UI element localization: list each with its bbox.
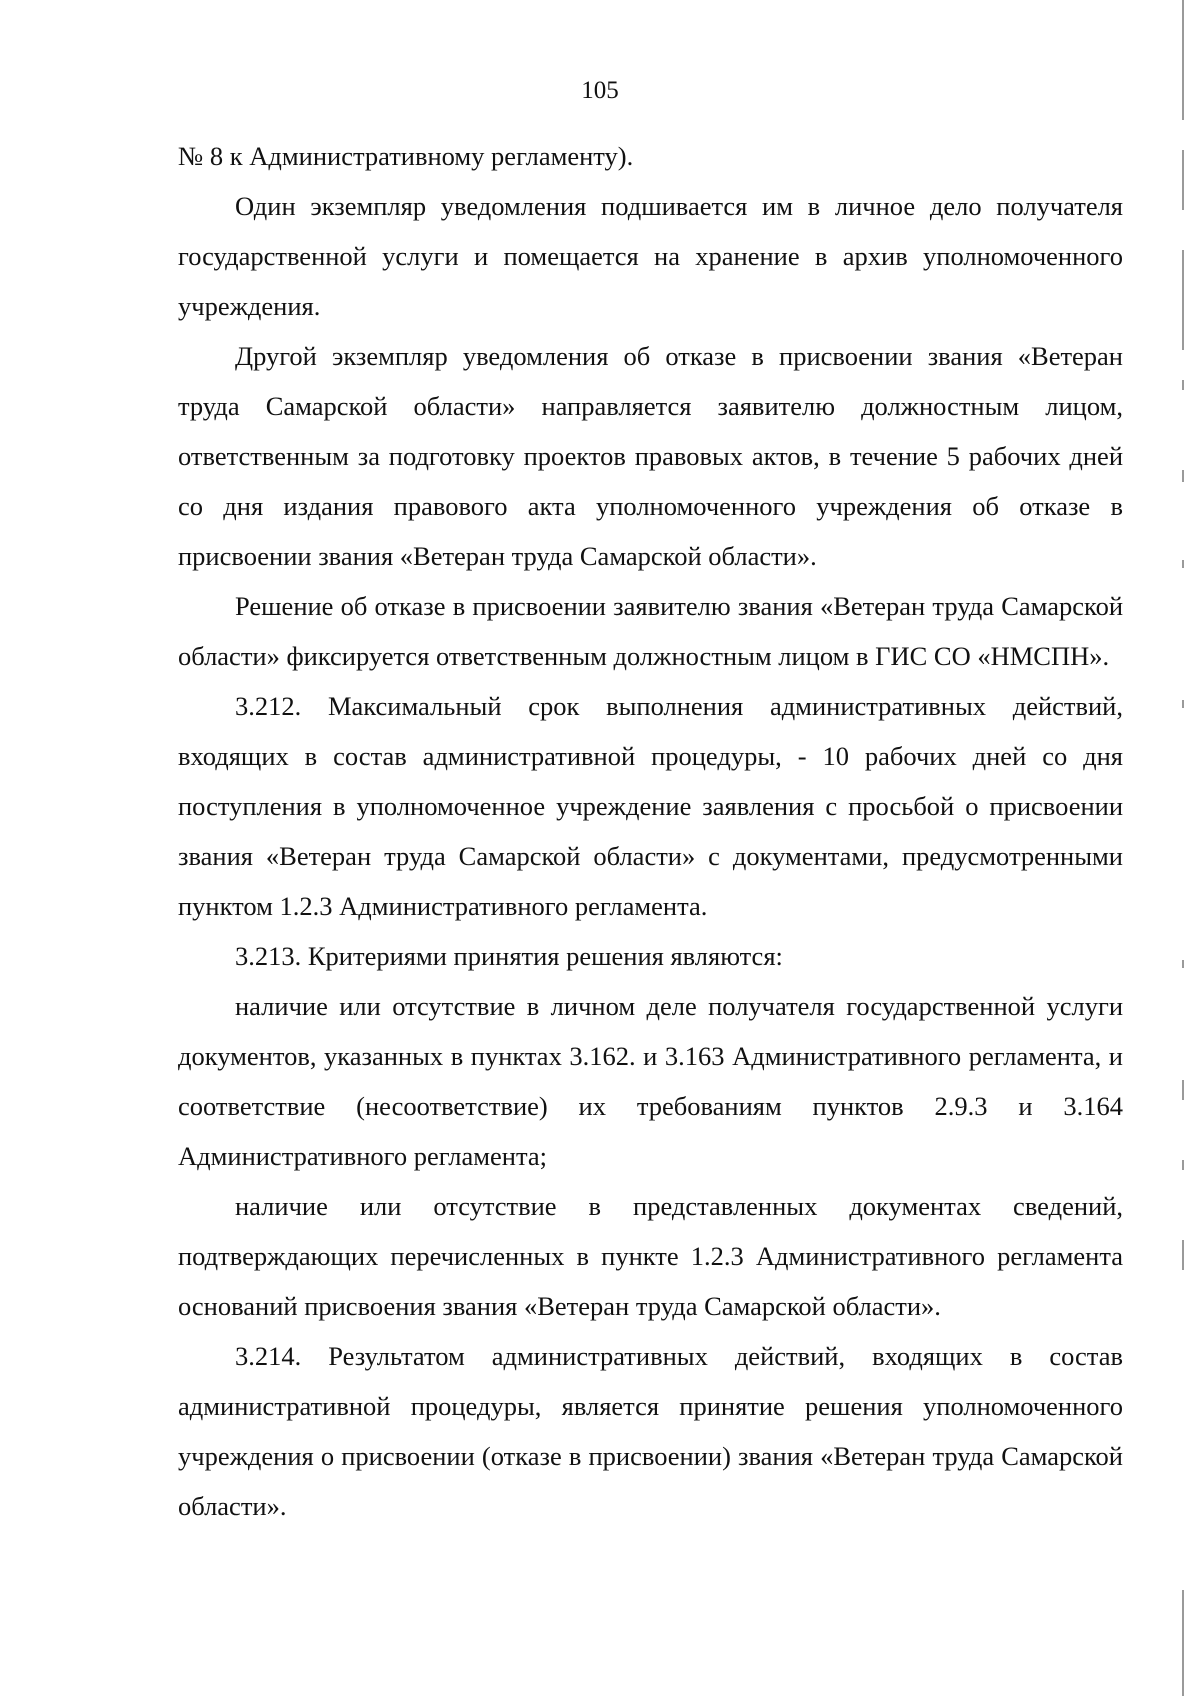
paragraph-5: 3.212. Максимальный срок выполнения административных действий, входящих в состав административной процедуры, - 10 рабочих дней со дня поступления в уполномоченное учреждение заявления с просьбой о присвоении звания «Ветеран труда Самарской области» с документами, предусмотренными пунктом 1.2.3 Административного регламента. [178,691,1123,921]
document-body [178,131,1123,1531]
paragraph-6: 3.213. Критериями принятия решения являются: [235,941,783,971]
page-number: 105 [581,77,619,104]
paragraph-7: наличие или отсутствие в личном деле получателя государственной услуги документов, указанных в пунктах 3.162. и 3.163 Административного регламента, и соответствие (несоответствие) их требованиям пунктов 2.9.3 и 3.164 Административного регламента; [178,991,1123,1171]
paragraph-4: Решение об отказе в присвоении заявителю звания «Ветеран труда Самарской области» фиксируется ответственным должностным лицом в ГИС СО «НМСПН». [178,591,1123,671]
paragraph-2: Один экземпляр уведомления подшивается им в личное дело получателя государственной услуги и помещается на хранение в архив уполномоченного учреждения. [178,191,1123,321]
scan-edge-line [1182,0,1184,1696]
paragraph-3: Другой экземпляр уведомления об отказе в присвоении звания «Ветеран труда Самарской области» направляется заявителю должностным лицом, ответственным за подготовку проектов правовых актов, в течение 5 рабочих дней со дня издания правового акта уполномоченного учреждения об отказе в присвоении звания «Ветеран труда Самарской области». [178,341,1123,571]
paragraph-8: наличие или отсутствие в представленных документах сведений, подтверждающих перечисленных в пункте 1.2.3 Административного регламента оснований присвоения звания «Ветеран труда Самарской области». [178,1191,1123,1321]
paragraph-9: 3.214. Результатом административных действий, входящих в состав административной процедуры, является принятие решения уполномоченного учреждения о присвоении (отказе в присвоении) звания «Ветеран труда Самарской области». [178,1341,1123,1521]
paragraph-1: № 8 к Административному регламенту). [178,141,634,171]
